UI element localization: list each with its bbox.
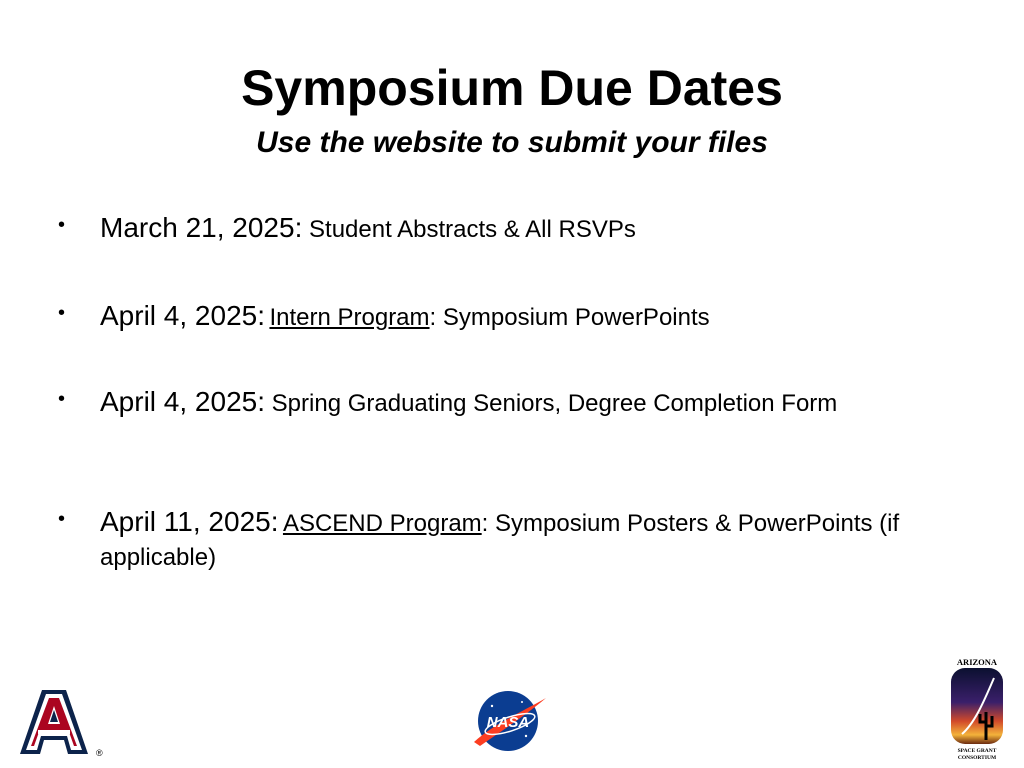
bullet-dot-icon: • bbox=[58, 388, 66, 410]
svg-text:®: ® bbox=[96, 748, 103, 758]
page-subtitle: Use the website to submit your files bbox=[256, 126, 768, 159]
bullet-dot-icon: • bbox=[58, 508, 66, 530]
due-description: Spring Graduating Seniors, Degree Completion Form bbox=[265, 390, 838, 417]
due-date: April 4, 2025: bbox=[100, 300, 265, 331]
due-date: April 4, 2025: bbox=[100, 386, 265, 417]
due-description: : Symposium PowerPoints bbox=[429, 304, 710, 331]
list-item bbox=[58, 298, 710, 335]
svg-text:SPACE GRANT: SPACE GRANT bbox=[957, 748, 997, 754]
due-description: Student Abstracts & All RSVPs bbox=[302, 216, 636, 243]
page-title: Symposium Due Dates bbox=[241, 60, 783, 116]
bullet-dot-icon: • bbox=[58, 302, 66, 324]
svg-text:CONSORTIUM: CONSORTIUM bbox=[957, 755, 997, 761]
svg-text:NASA: NASA bbox=[486, 714, 530, 731]
list-item bbox=[58, 384, 960, 421]
due-date: March 21, 2025: bbox=[100, 212, 303, 243]
bullet-dot-icon: • bbox=[58, 214, 66, 236]
svg-text:ARIZONA: ARIZONA bbox=[956, 657, 998, 667]
list-item bbox=[58, 210, 636, 247]
arizona-space-grant-logo bbox=[946, 656, 1008, 762]
due-description: : Symposium Posters & PowerPoints (if applicable) bbox=[100, 510, 900, 571]
intern-program-link[interactable]: Intern Program bbox=[269, 304, 430, 331]
ascend-program-link[interactable]: ASCEND Program bbox=[282, 510, 482, 537]
university-of-arizona-logo bbox=[16, 686, 108, 758]
list-item bbox=[58, 504, 960, 575]
due-date: April 11, 2025: bbox=[100, 506, 279, 537]
nasa-logo bbox=[470, 688, 548, 754]
